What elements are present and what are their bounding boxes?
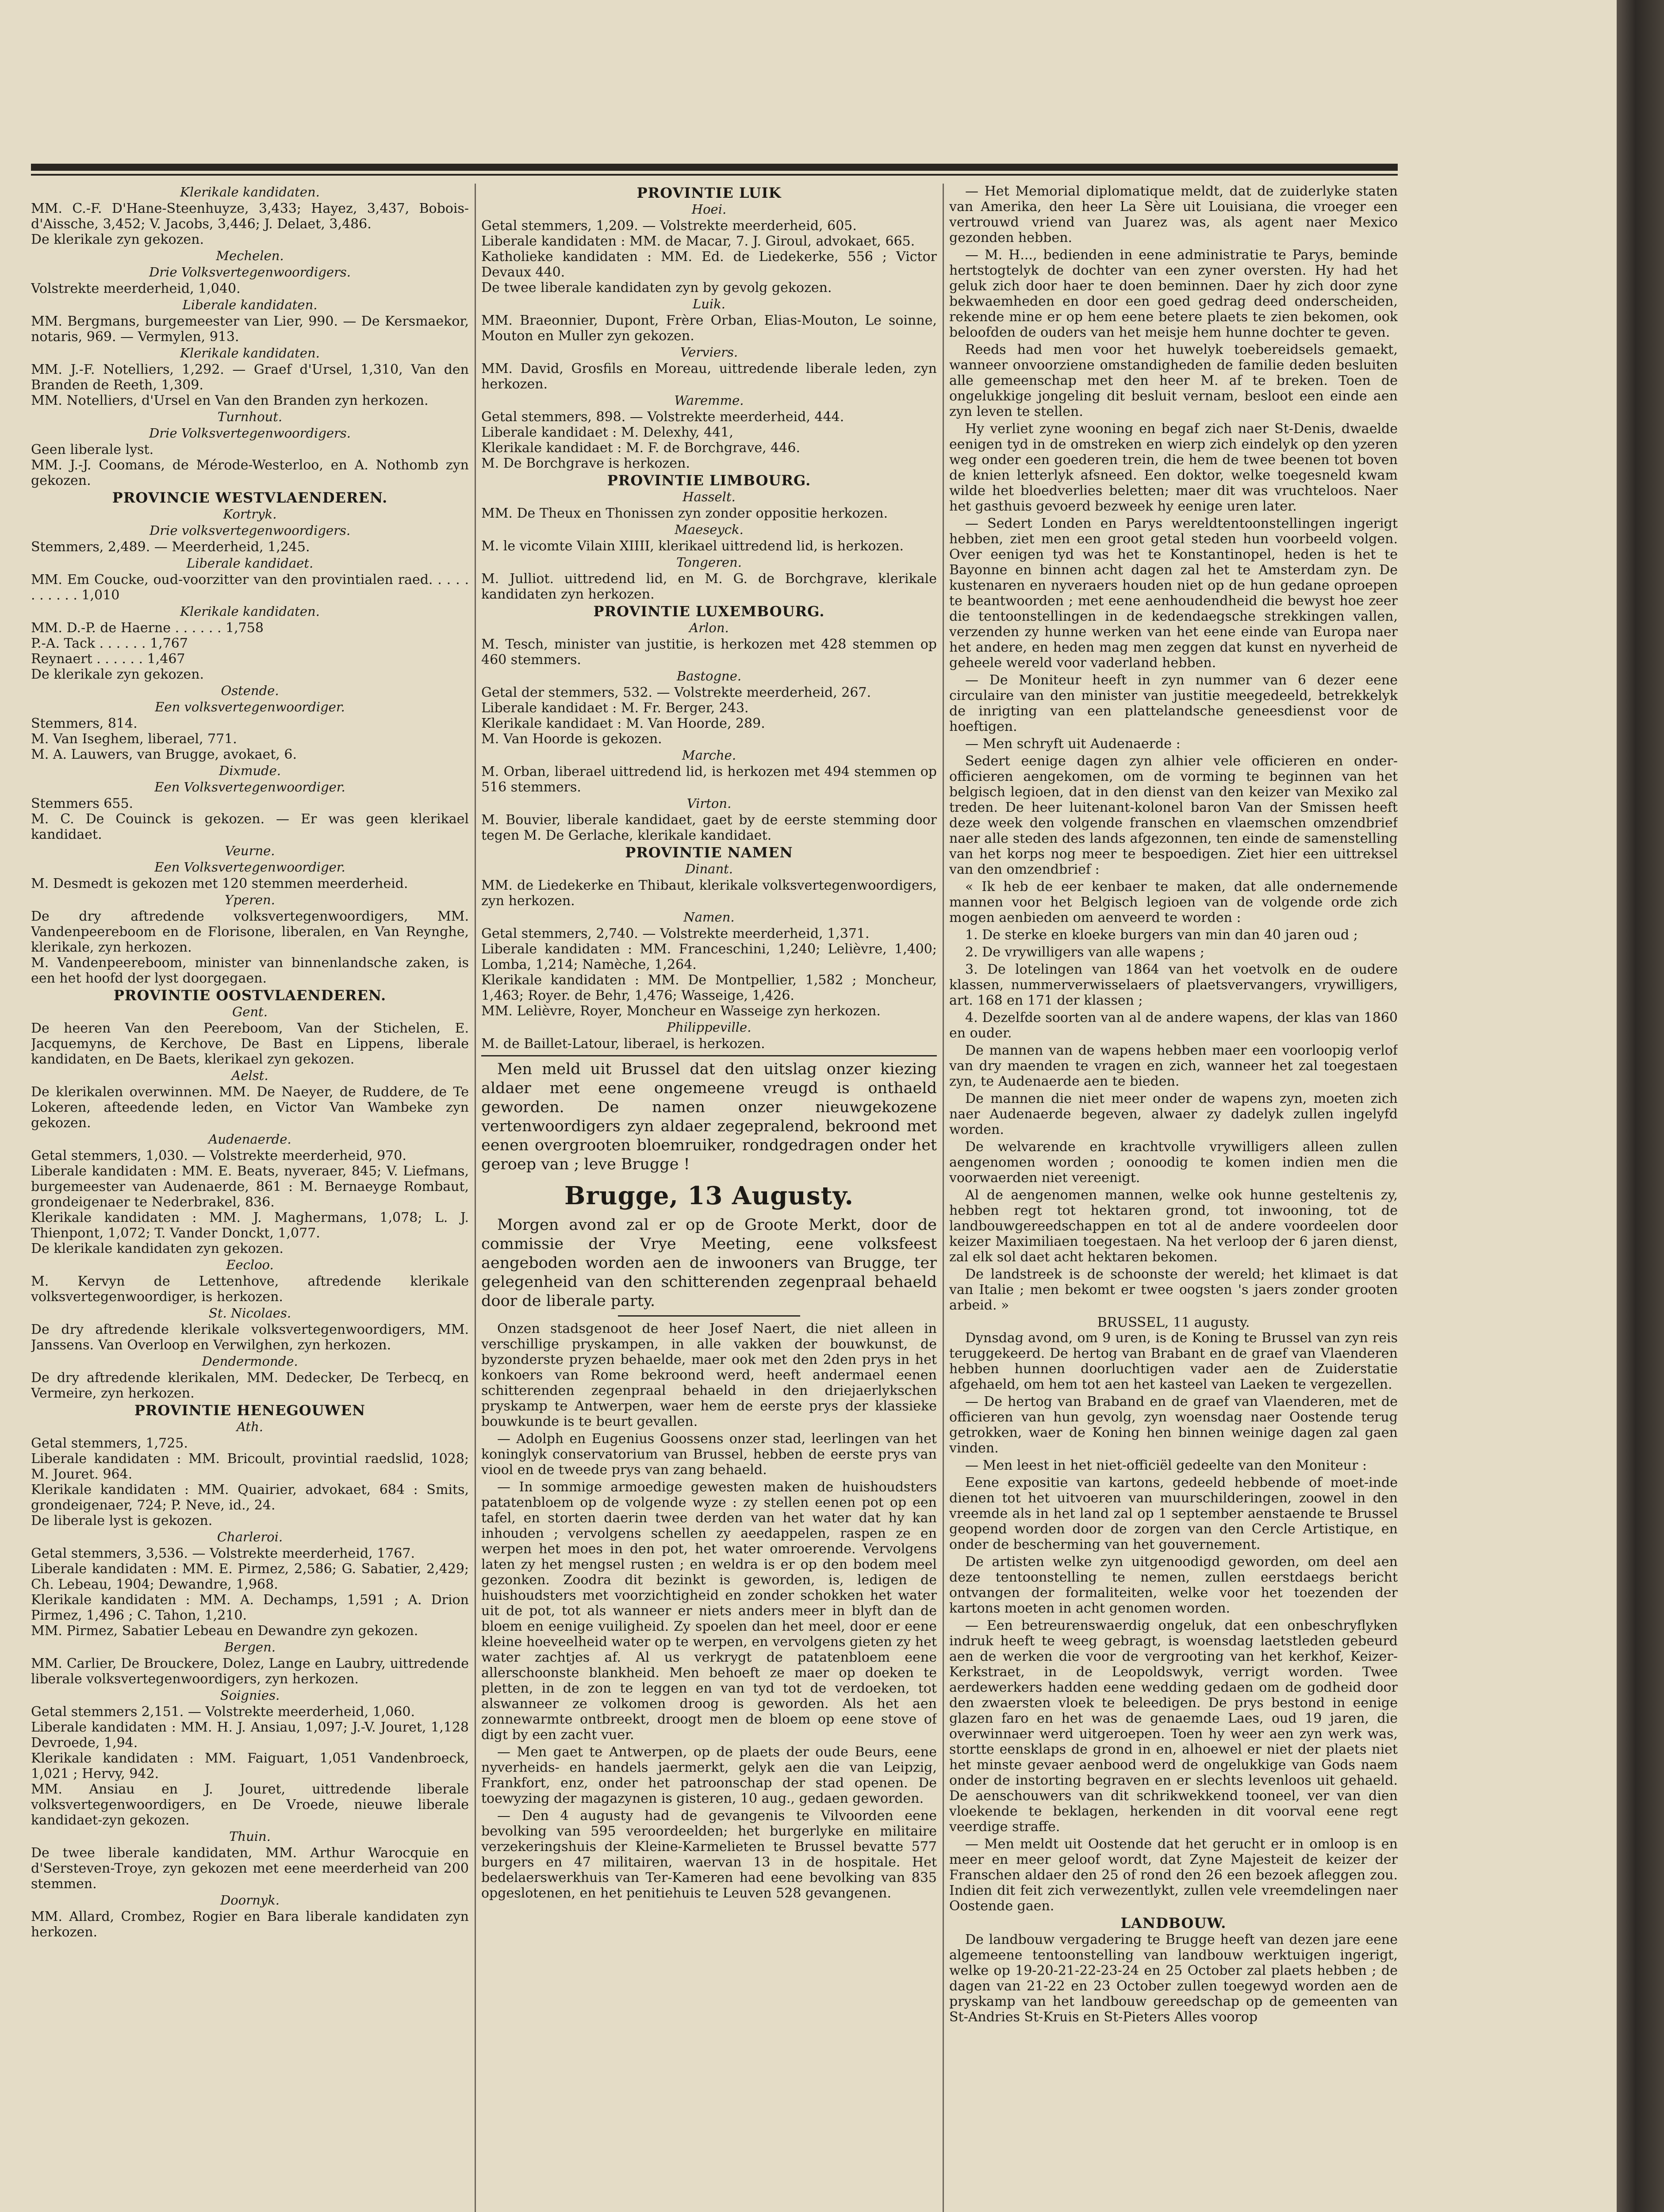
subheading: Hoei. bbox=[691, 202, 727, 217]
section-rule bbox=[618, 1315, 800, 1317]
text-line: De klerikale zyn gekozen. bbox=[31, 232, 204, 247]
text-line: M. Vandenpeereboom, minister van binnenlandsche zaken, is een het hoofd der lyst doorgegaen. bbox=[31, 955, 469, 986]
subheading: Een volksvertegenwoordiger. bbox=[155, 699, 345, 714]
paragraph: 4. Dezelfde soorten van al de andere wapens, der klas van 1860 en ouder. bbox=[949, 1010, 1398, 1041]
subheading: Soignies. bbox=[220, 1688, 280, 1703]
paragraph: — Het Memorial diplomatique meldt, dat de zuiderlyke staten van Amerika, den heer La Sère uit Louisiana, die vroeger een vertrouwd vriend van Juarez was, als agent naer Mexico gezonden hebben. bbox=[949, 184, 1398, 246]
column-middle bbox=[481, 184, 937, 2212]
text-line: Katholieke kandidaten : MM. Ed. de Liedekerke, 556 ; Victor Devaux 440. bbox=[481, 249, 937, 280]
text-line: M. Van Iseghem, liberael, 771. bbox=[31, 731, 237, 747]
subheading: Klerikale kandidaten. bbox=[180, 184, 320, 200]
text-line: M. de Baillet-Latour, liberael, is herkozen. bbox=[481, 1036, 765, 1052]
text-line: MM. De Theux en Thonissen zyn zonder oppositie herkozen. bbox=[481, 506, 888, 521]
header-rule bbox=[31, 164, 1398, 171]
text-line: De klerikale zyn gekozen. bbox=[31, 667, 204, 682]
paragraph: — In sommige armoedige gewesten maken de huishoudsters patatenbloem op de volgende wyze : zy stellen eenen pot op een tafel, en storten daerin twee derden van het water dat hy kan inhouden ; vervolgens schellen zy aeedappelen, raspen ze en werpen het moes in den pot, het water omroerende. Vervolgens laten zy het mengsel rusten ; en weldra is er op den bodem meel gezonken. Zoodra dit bezinkt is geworden, is, ledigen de huishoudsters met voorzichtigheid en zonder schokken het water uit de pot, tot als wanneer er niets anders meer in blyft dan de bloem en eenige vuiligheid. Zy spoelen dan het meel, door er eene kleine hoeveelheid water op te werpen, en vervolgens gieten zy het water zachtjes af. Al us verkrygt de patatenbloem eene allerschoonste blankheid. Men behoeft ze maer op doeken te pletten, in de zon te leggen en van tyd tot de verdoeken, tot alswanneer ze volkomen droog is geworden. Als het aen zonnewarmte ontbreekt, droogt men de bloem op eene stove of digt by een zacht vuer. bbox=[481, 1479, 937, 1743]
text-line: De dry aftredende klerikalen, MM. Dedecker, De Terbecq, en Vermeire, zyn herkozen. bbox=[31, 1370, 469, 1401]
subheading: Drie Volksvertegenwoordigers. bbox=[149, 265, 351, 280]
text-line: Stemmers 655. bbox=[31, 796, 134, 811]
paragraph: Onzen stadsgenoot de heer Josef Naert, die niet alleen in verschillige pryskampen, in alle vakken der bouwkunst, de byzonderste pryzen behaelde, maer ook met den 2den prys in het konkoers van Rome bekroond werd, heeft andermael eenen schitterenden zegenpraal behaeld in den driejaerlykschen pryskamp te Antwerpen, waer hem de eerste prys der klassieke bouwkunde is te beurt gevallen. bbox=[481, 1321, 937, 1429]
subheading: Doornyk. bbox=[220, 1893, 280, 1908]
text-line: Liberale kandidaten : MM. E. Pirmez, 2,586; G. Sabatier, 2,429; Ch. Lebeau, 1904; Dewandre, 1,968. bbox=[31, 1561, 469, 1592]
text-line: MM. Bergmans, burgemeester van Lier, 990. — De Kersmaekor, notaris, 969. — Vermylen, 913. bbox=[31, 314, 469, 345]
paragraph: Dynsdag avond, om 9 uren, is de Koning te Brussel van zyn reis teruggekeerd. De hertog van Brabant en de graef van Vlaenderen hebben hunnen doorluchtigen vader aen de Zuiderstatie afgehaeld, om hem tot aen het kasteel van Laeken te vergezellen. bbox=[949, 1330, 1398, 1392]
text-line: Stemmers, 814. bbox=[31, 716, 138, 731]
paragraph: — M. H..., bedienden in eene administratie te Parys, beminde hertstogtelyk de dochter van een zyner oversten. Hy had het geluk zich door haer te doen beminnen. Daer hy zich door zyne bekwaemheden en door een goed gedrag deed onderscheiden, rekende mine er op hem eene betere plaets te zien bekomen, ook beloofden de ouders van het meisje hem hunne dochter te geven. bbox=[949, 247, 1398, 340]
text-line: Klerikale kandidaet : M. Van Hoorde, 289. bbox=[481, 716, 765, 731]
text-line: MM. Allard, Crombez, Rogier en Bara liberale kandidaten zyn herkozen. bbox=[31, 1909, 469, 1940]
text-line: Liberale kandidaet : M. Delexhy, 441, bbox=[481, 425, 733, 440]
subheading: Maeseyck. bbox=[675, 522, 744, 537]
lead-paragraph: Morgen avond zal er op de Groote Merkt, door de commissie der Vrye Meeting, eene volksfeest aengeboden worden aen de inwooners van Brugge, ter gelegenheid van den schitterenden zegenpraal behaeld door de liberale party. bbox=[481, 1216, 937, 1310]
column-divider bbox=[475, 184, 476, 2212]
section-heading: PROVINCIE WESTVLAENDEREN. bbox=[112, 489, 388, 506]
text-line: Klerikale kandidaten : MM. De Montpellier, 1,582 ; Moncheur, 1,463; Royer. de Behr, 1,476; Wasseige, 1,426. bbox=[481, 972, 937, 1003]
text-line: De dry aftredende volksvertegenwoordigers, MM. Vandenpeereboom en de Florisone, liberalen, en Van Reynghe, klerikale, zyn herkozen. bbox=[31, 909, 469, 955]
section-heading: LANDBOUW. bbox=[1120, 1915, 1227, 1932]
subheading: Hasselt. bbox=[682, 489, 736, 504]
text-line: Klerikale kandidaten : MM. Quairier, advokaet, 684 : Smits, grondeigenaer, 724; P. Neve, id., 24. bbox=[31, 1482, 469, 1513]
paragraph: — Men leest in het niet-officiël gedeelte van den Moniteur : bbox=[965, 1458, 1367, 1473]
text-line: De klerikalen overwinnen. MM. De Naeyer, de Ruddere, de Te Lokeren, afteedende leden, en Victor Van Wambeke zyn gekozen. bbox=[31, 1084, 469, 1131]
text-line: MM. Braeonnier, Dupont, Frère Orban, Elias-Mouton, Le soinne, Mouton en Muller zyn gekozen. bbox=[481, 313, 937, 344]
paragraph: Reeds had men voor het huwelyk toebereidsels gemaekt, wanneer onvoorziene omstandigheden de familie deden besluiten alle gemeenschap met den heer M. af te breken. Toen de ongelukkige jongeling dit besluit vernam, besloot een einde aen zyn leven te stellen. bbox=[949, 342, 1398, 419]
subheading: Een Volksvertegenwoordiger. bbox=[154, 780, 345, 795]
subheading: Ath. bbox=[237, 1419, 263, 1434]
subheading: Charleroi. bbox=[217, 1529, 283, 1544]
text-line: M. Kervyn de Lettenhove, aftredende klerikale volksvertegenwoordiger, is herkozen. bbox=[31, 1274, 469, 1305]
subheading: Liberale kandidaten. bbox=[182, 297, 318, 312]
text-line: M. Desmedt is gekozen met 120 stemmen meerderheid. bbox=[31, 876, 408, 891]
subheading: Dendermonde. bbox=[202, 1354, 298, 1369]
text-line: MM. Carlier, De Brouckere, Dolez, Lange en Laubry, uittredende liberale volksvertegenwoordigers, zyn herkozen. bbox=[31, 1656, 469, 1687]
subheading: Liberale kandidaet. bbox=[186, 556, 314, 571]
header-rule-thin bbox=[31, 174, 1398, 176]
text-line: Liberale kandidaten : MM. Franceschini, 1,240; Lelièvre, 1,400; Lomba, 1,214; Namèche, 1,264. bbox=[481, 941, 937, 972]
text-line: P.-A. Tack . . . . . . 1,767 bbox=[31, 636, 188, 651]
subheading: Thuin. bbox=[229, 1829, 271, 1844]
lead-paragraph: Men meld uit Brussel dat den uitslag onzer kiezing aldaer met eene ongemeene vreugd is onthaeld geworden. De namen onzer nieuwgekozene vertenwoordigers zyn aldaer zegepralend, bekroond met eenen overgrooten bloemruiker, rondgedragen onder het geroep van ; leve Brugge ! bbox=[481, 1060, 937, 1173]
text-line: MM. C.-F. D'Hane-Steenhuyze, 3,433; Hayez, 3,437, Bobois-d'Aissche, 3,452; V. Jacobs, 3,446; J. Delaet, 3,486. bbox=[31, 201, 469, 232]
subheading: Klerikale kandidaten. bbox=[180, 604, 320, 619]
section-rule bbox=[481, 1055, 937, 1056]
text-line: MM. J.-J. Coomans, de Mérode-Westerloo, en A. Nothomb zyn gekozen. bbox=[31, 457, 469, 488]
text-line: MM. David, Grosfils en Moreau, uittredende liberale leden, zyn herkozen. bbox=[481, 361, 937, 392]
paragraph: — Een betreurenswaerdig ongeluk, dat een onbeschryflyken indruk heeft te weeg gebragt, is woensdag laetstleden gebeurd aen de werken die voor de vergrooting van het kerkhof, Keizer-Kerkstraet, in de Leopoldswyk, verrigt worden. Twee aerdewerkers hadden eene wedding gedaen om de godheid door den zwaersten vloek te beleedigen. De prys bestond in eenige glazen faro en het was de genaemde Laes, oud 19 jaren, die overwinnaer werd uitgeroepen. Toen hy weer aen zyn werk was, stortte eensklaps de grond in en, alhoewel er niet der plaets niet het minste gevaer aenbood werd de ongelukkige van Gods naem onder de instorting begraven en er slechts levenloos uit gehaeld. De aenschouwers van dit schrikwekkend tooneel, ver van dien vloekende te beklagen, herkenden in dit voorval eene regt veerdige straffe. bbox=[949, 1618, 1398, 1835]
subheading: Verviers. bbox=[680, 345, 738, 360]
subheading: Mechelen. bbox=[216, 248, 284, 263]
subheading: Aelst. bbox=[231, 1068, 268, 1083]
paragraph: De welvarende en krachtvolle vrywilligers alleen zullen aengenomen worden ; oonoodig te komen indien men die voorwaerden niet vereenigt. bbox=[949, 1139, 1398, 1186]
paragraph: 3. De lotelingen van 1864 van het voetvolk en de oudere klassen, nummerverwisselaers of plaetsvervangers, vrywilligers, art. 168 en 171 der klassen ; bbox=[949, 962, 1398, 1008]
subheading: Namen. bbox=[683, 910, 735, 925]
paragraph: Eene expositie van kartons, gedeeld hebbende of moet-inde dienen tot het uitvoeren van muurschilderingen, zoowel in den vreemde als in het land zal op 1 september aenstaende te Brussel geopend worden door de zorgen van den Cercle Artistique, en onder de bescherming van het gouvernement. bbox=[949, 1475, 1398, 1552]
text-line: Geen liberale lyst. bbox=[31, 442, 154, 457]
text-line: M. Orban, liberael uittredend lid, is herkozen met 494 stemmen op 516 stemmers. bbox=[481, 764, 937, 795]
subheading: Eecloo. bbox=[226, 1257, 274, 1272]
subheading: Audenaerde. bbox=[208, 1132, 291, 1147]
subheading: Kortryk. bbox=[223, 507, 277, 522]
text-line: MM. Pirmez, Sabatier Lebeau en Dewandre zyn gekozen. bbox=[31, 1623, 418, 1639]
paragraph: De landbouw vergadering te Brugge heeft van dezen jare eene algemeene tentoonstelling van landbouw werktuigen ingerigt, welke op 19-20-21-22-23-24 en 25 October zal plaets hebben ; de dagen van 21-22 en 23 October zullen toegewyd worden aen de pryskamp van het landbouw gereedschap op de gemeenten van St-Andries St-Kruis en St-Pieters Alles voorop bbox=[949, 1932, 1398, 2025]
book-binding bbox=[1617, 0, 1664, 2212]
text-line: Klerikale kandidaten : MM. A. Dechamps, 1,591 ; A. Drion Pirmez, 1,496 ; C. Tahon, 1,210. bbox=[31, 1592, 469, 1623]
subheading: Drie volksvertegenwoordigers. bbox=[149, 523, 351, 538]
paragraph: Hy verliet zyne wooning en begaf zich naer St-Denis, dwaelde eenigen tyd in de omstreken en wierp zich eindelyk op den yzeren weg onder een goederen trein, die hem de twee beenen tot boven de knien letterlyk afsneed. Een doktor, welke toegesneld kwam wilde het bloedverlies beletten; maer dit was vruchteloos. Naer het gasthuis gevoerd bezweek hy eenige uren later. bbox=[949, 421, 1398, 514]
column-right bbox=[949, 184, 1398, 2212]
dateline: BRUSSEL, 11 augusty. bbox=[1097, 1315, 1250, 1330]
paragraph: — De Moniteur heeft in zyn nummer van 6 dezer eene circulaire van den minister van justitie meegedeeld, betrekkelyk de inrigting van een plattelandsche geneesdienst voor de hoeftigen. bbox=[949, 672, 1398, 734]
subheading: St. Nicolaes. bbox=[208, 1306, 291, 1321]
subheading: Bergen. bbox=[224, 1640, 276, 1655]
text-line: M. C. De Couinck is gekozen. — Er was geen klerikael kandidaet. bbox=[31, 811, 469, 842]
text-line: M. Bouvier, liberale kandidaet, gaet by de eerste stemming door tegen M. De Gerlache, klerikale kandidaet. bbox=[481, 812, 937, 843]
subheading: Arlon. bbox=[689, 620, 729, 635]
text-line: De twee liberale kandidaten zyn by gevolg gekozen. bbox=[481, 280, 832, 296]
paragraph: — Den 4 augusty had de gevangenis te Vilvoorden eene bevolking van 595 veroordeelden; het burgerlyke en militaire verzekeringshuis der Kleine-Karmelieten te Brussel bevatte 577 burgers en 47 militairen, waervan 13 in de hospitale. Het bedelaerswerkhuis van Ter-Kameren had eene bevolking van 835 opgeslotenen, en het penitiehuis te Leuven 528 gevangenen. bbox=[481, 1808, 937, 1901]
text-line: MM. Ansiau en J. Jouret, uittredende liberale volksvertegenwoordigers, en De Vroede, nieuwe liberale kandidaet-zyn gekozen. bbox=[31, 1782, 469, 1828]
text-line: Reynaert . . . . . . 1,467 bbox=[31, 651, 185, 667]
section-heading: PROVINTIE NAMEN bbox=[625, 844, 793, 861]
text-line: MM. D.-P. de Haerne . . . . . . 1,758 bbox=[31, 620, 264, 636]
text-line: Liberale kandidaten : MM. H. J. Ansiau, 1,097; J.-V. Jouret, 1,128 Devroede, 1,94. bbox=[31, 1720, 469, 1751]
paragraph: — Sedert Londen en Parys wereldtentoonstellingen ingerigt hebben, ziet men een groot getal steden hun voorbeeld volgen. Over eenigen tyd was het te Konstantinopel, heden is het te Bayonne en binnen acht dagen zal het te Amsterdam zyn. De kustenaren en nyveraers houden niet op de hun gedane oproepen te beantwoorden ; met eene aenhoudendheid die bewyst hoe zeer die tentoonstellingen in de kedendaegsche strekkingen vallen, verzenden zy hunne werken van het eene einde van Europa naer het andere, en heden mag men zeggen dat kunst en nyverheid de geheele wereld voor vaderland hebben. bbox=[949, 516, 1398, 671]
text-line: De dry aftredende klerikale volksvertegenwoordigers, MM. Janssens. Van Overloop en Verwilghen, zyn herkozen. bbox=[31, 1322, 469, 1353]
subheading: Veurne. bbox=[225, 843, 275, 858]
subheading: Waremme. bbox=[674, 393, 744, 408]
paragraph: De landstreek is de schoonste der wereld; het klimaet is dat van Italie ; men bekomt er twee oogsten 's jaers zonder grooten arbeid. » bbox=[949, 1267, 1398, 1313]
text-line: M. Tesch, minister van justitie, is herkozen met 428 stemmen op 460 stemmers. bbox=[481, 637, 937, 668]
subheading: Virton. bbox=[686, 796, 732, 811]
subheading: Luik. bbox=[692, 296, 725, 311]
text-line: M. Van Hoorde is gekozen. bbox=[481, 731, 662, 747]
paragraph: — Men gaet te Antwerpen, op de plaets der oude Beurs, eene nyverheids- en handels jaermerkt, gelyk aen die van Leipzig, Frankfort, enz, onder het patroonschap der stad openen. De toewyzing der magazynen is gisteren, 10 aug., gedaen geworden. bbox=[481, 1744, 937, 1806]
text-line: Getal stemmers, 1,725. bbox=[31, 1436, 188, 1451]
subheading: Dinant. bbox=[685, 861, 733, 876]
subheading: Philippeville. bbox=[667, 1020, 751, 1035]
text-line: De liberale lyst is gekozen. bbox=[31, 1513, 213, 1528]
section-heading: PROVINTIE LIMBOURG. bbox=[607, 472, 811, 489]
subheading: Gent. bbox=[232, 1004, 268, 1019]
text-line: De klerikale kandidaten zyn gekozen. bbox=[31, 1241, 284, 1256]
text-line: Getal stemmers 2,151. — Volstrekte meerderheid, 1,060. bbox=[31, 1704, 415, 1720]
text-line: Klerikale kandidaten : MM. Faiguart, 1,051 Vandenbroeck, 1,021 ; Hervy, 942. bbox=[31, 1751, 469, 1782]
subheading: Bastogne. bbox=[676, 668, 742, 684]
text-line: Getal stemmers, 3,536. — Volstrekte meerderheid, 1767. bbox=[31, 1546, 415, 1561]
text-line: Liberale kandidaten : MM. Bricoult, provintial raedslid, 1028; M. Jouret. 964. bbox=[31, 1451, 469, 1482]
text-line: Liberale kandidaet : M. Fr. Berger, 243. bbox=[481, 700, 749, 716]
text-line: Volstrekte meerderheid, 1,040. bbox=[31, 281, 241, 296]
section-heading: PROVINTIE OOSTVLAENDEREN. bbox=[113, 987, 387, 1004]
text-line: Klerikale kandidaten : MM. J. Maghermans, 1,078; L. J. Thienpont, 1,072; T. Vander Donckt, 1,077. bbox=[31, 1210, 469, 1241]
text-line: MM. Notelliers, d'Ursel en Van den Branden zyn herkozen. bbox=[31, 393, 429, 408]
paragraph: — Men meldt uit Oostende dat het gerucht er in omloop is en meer en meer geloof wordt, dat Zyne Majesteit de keizer der Franschen aldaer den 25 of rond den 26 een bezoek afleggen zou. Indien dit feit zich verwezentlykt, zullen vele vreemdelingen naer Oostende gaen. bbox=[949, 1836, 1398, 1914]
text-line: M. De Borchgrave is herkozen. bbox=[481, 456, 690, 471]
subheading: Yperen. bbox=[225, 892, 275, 907]
paragraph: De artisten welke zyn uitgenoodigd geworden, om deel aen deze tentoonstelling te nemen, zullen eerstdaegs bericht ontvangen der formaliteiten, welke voor het toezenden der kartons moeten in acht genomen worden. bbox=[949, 1554, 1398, 1616]
paragraph: Sedert eenige dagen zyn alhier vele officieren en onder-officieren aengekomen, om de vorming te beginnen van het belgisch legioen, dat in den dienst van den keizer van Mexiko zal treden. De heer luitenant-kolonel baron Van der Smissen heeft deze week den volgende franschen en vlaemschen omzendbrief naer alle steden des lands afgezonnen, ten einde de samenstelling van het korps nog meer te bespoedigen. Ziet hier een uittreksel van den omzendbrief : bbox=[949, 753, 1398, 877]
text-line: M. le vicomte Vilain XIIII, klerikael uittredend lid, is herkozen. bbox=[481, 538, 904, 554]
paragraph: — Adolph en Eugenius Goossens onzer stad, leerlingen van het koninglyk conservatorium van Brussel, hebben de eerste prys van viool en de tweede prys van zang behaeld. bbox=[481, 1431, 937, 1478]
text-line: Getal stemmers, 898. — Volstrekte meerderheid, 444. bbox=[481, 409, 844, 425]
paragraph: De mannen die niet meer onder de wapens zyn, moeten zich naer Audenaerde begeven, alwaer zy dadelyk zullen ingelyfd worden. bbox=[949, 1091, 1398, 1137]
text-line: Getal der stemmers, 532. — Volstrekte meerderheid, 267. bbox=[481, 685, 871, 700]
text-line: Getal stemmers, 1,030. — Volstrekte meerderheid, 970. bbox=[31, 1148, 406, 1164]
dateline-heading: Brugge, 13 Augusty. bbox=[564, 1181, 854, 1210]
subheading: Tongeren. bbox=[676, 555, 742, 570]
subheading: Turnhout. bbox=[217, 409, 283, 424]
text-line: Liberale kandidaten : MM. de Macar, 7. J. Giroul, advokaet, 665. bbox=[481, 234, 915, 249]
paragraph: 2. De vrywilligers van alle wapens ; bbox=[965, 945, 1204, 960]
paragraph: — De hertog van Braband en de graef van Vlaenderen, met de officieren van hun gevolg, zyn woensdag naer Oostende terug getrokken, waer de Koning hen binnen weinige dagen zal gaen vinden. bbox=[949, 1394, 1398, 1456]
text-line: Stemmers, 2,489. — Meerderheid, 1,245. bbox=[31, 539, 310, 555]
paragraph: « Ik heb de eer kenbaer te maken, dat alle ondernemende mannen voor het Belgisch legioen van de volgende orde zich mogen aenbieden om aenveerd te worden : bbox=[949, 879, 1398, 926]
paragraph: De mannen van de wapens hebben maer een voorloopig verlof van dry maenden te vragen en zich, wanneer het zal toegestaen zyn, te Audenaerde aen te bieden. bbox=[949, 1043, 1398, 1089]
text-line: Getal stemmers, 1,209. — Volstrekte meerderheid, 605. bbox=[481, 218, 857, 234]
text-line: MM. Lelièvre, Royer, Moncheur en Wasseige zyn herkozen. bbox=[481, 1003, 881, 1019]
text-line: De heeren Van den Peereboom, Van der Stichelen, E. Jacquemyns, de Kerchove, De Bast en Lippens, liberale kandidaten, en De Baets, klerikael zyn gekozen. bbox=[31, 1021, 469, 1067]
column-left bbox=[31, 184, 469, 2212]
text-line: Getal stemmers, 2,740. — Volstrekte meerderheid, 1,371. bbox=[481, 926, 870, 941]
text-line: MM. de Liedekerke en Thibaut, klerikale volksvertegenwoordigers, zyn herkozen. bbox=[481, 878, 937, 909]
subheading: Klerikale kandidaten. bbox=[180, 346, 320, 361]
text-line: MM. Em Coucke, oud-voorzitter van den provintialen raed. . . . . . . . . . . 1,010 bbox=[31, 572, 469, 603]
column-divider bbox=[943, 184, 944, 2212]
text-line: De twee liberale kandidaten, MM. Arthur Warocquie en d'Sersteven-Troye, zyn gekozen met eene meerderheid van 200 stemmen. bbox=[31, 1845, 469, 1892]
subheading: Ostende. bbox=[221, 683, 279, 698]
section-heading: PROVINTIE LUXEMBOURG. bbox=[593, 603, 825, 620]
subheading: Marche. bbox=[682, 748, 736, 763]
subheading: Een Volksvertegenwoordiger. bbox=[154, 860, 345, 875]
text-line: M. A. Lauwers, van Brugge, avokaet, 6. bbox=[31, 747, 297, 762]
subheading: Drie Volksvertegenwoordigers. bbox=[149, 426, 351, 441]
paragraph: Al de aengenomen mannen, welke ook hunne gesteltenis zy, hebben regt tot hektaren grond, tot inwooning, tot de landbouwgereedschappen en tot al de andere voordeelen door keizer Maximiliaen toegestaen. Na het verloop der 6 jaren dienst, zal elk sol daet acht hektaren bekomen. bbox=[949, 1187, 1398, 1265]
paragraph: 1. De sterke en kloeke burgers van min dan 40 jaren oud ; bbox=[965, 927, 1358, 943]
section-heading: PROVINTIE HENEGOUWEN bbox=[134, 1402, 366, 1419]
section-heading: PROVINTIE LUIK bbox=[636, 184, 782, 201]
text-line: Klerikale kandidaet : M. F. de Borchgrave, 446. bbox=[481, 440, 800, 456]
text-line: MM. J.-F. Notelliers, 1,292. — Graef d'Ursel, 1,310, Van den Branden de Reeth, 1,309. bbox=[31, 362, 469, 393]
subheading: Dixmude. bbox=[219, 763, 281, 778]
text-line: Liberale kandidaten : MM. E. Beats, nyveraer, 845; V. Liefmans, burgemeester van Audenaerde, 861 : M. Bernaeyge Rombaut, grondeigenaer te Nederbrakel, 836. bbox=[31, 1164, 469, 1210]
text-line: M. Julliot. uittredend lid, en M. G. de Borchgrave, klerikale kandidaten zyn herkozen. bbox=[481, 571, 937, 602]
paragraph: — Men schryft uit Audenaerde : bbox=[965, 736, 1181, 752]
